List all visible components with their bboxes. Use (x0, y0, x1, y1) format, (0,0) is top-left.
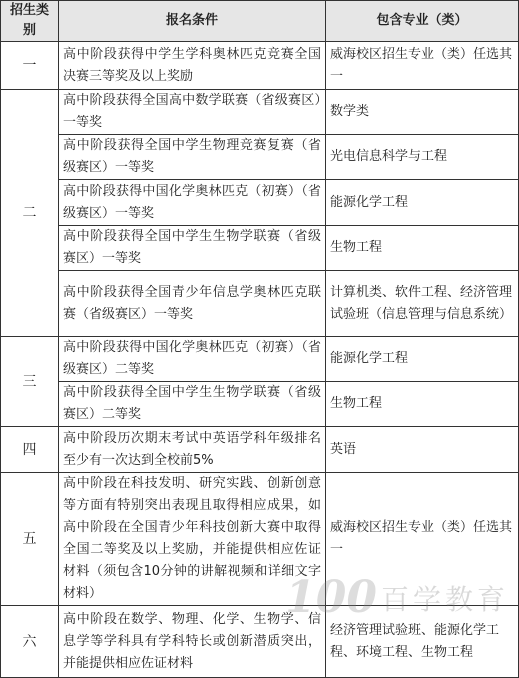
header-row (1, 1, 519, 42)
major-cell: 计算机类、软件工程、经济管理试验班（信息管理与信息系统） (326, 271, 519, 337)
category-cell: 三 (1, 337, 59, 427)
watermark-text: 百学教育 (380, 582, 509, 616)
table-row (1, 337, 519, 382)
condition-cell: 高中阶段获得全国中学生生物学联赛（省级赛区）一等奖 (59, 226, 326, 271)
condition-cell: 高中阶段在科技发明、研究实践、创新创意等方面有特别突出表现且取得相应成果，如高中阶段在全国青少年科技创新大赛中取得全国二等奖及以上奖励，并能提供相应佐证材料（须包含10分钟的讲解视频和详细文字材料） (59, 473, 326, 606)
category-cell: 六 (1, 606, 59, 678)
major-cell: 威海校区招生专业（类）任选其一 (326, 473, 519, 606)
category-cell: 四 (1, 427, 59, 473)
header-category: 招生类别 (1, 1, 59, 42)
major-cell: 光电信息科学与工程 (326, 135, 519, 180)
condition-cell: 高中阶段获得全国高中数学联赛（省级赛区）一等奖 (59, 90, 326, 135)
table-row (1, 473, 519, 606)
category-cell: 二 (1, 90, 59, 337)
watermark-number: 100 (285, 572, 377, 623)
table-row (1, 427, 519, 473)
table-row (1, 606, 519, 678)
condition-cell: 高中阶段获得全国中学生物理竞赛复赛（省级赛区）一等奖 (59, 135, 326, 180)
table-row (1, 180, 519, 226)
major-cell: 经济管理试验班、能源化学工程、环境工程、生物工程 (326, 606, 519, 678)
condition-cell: 高中阶段获得全国青少年信息学奥林匹克联赛（省级赛区）一等奖 (59, 271, 326, 337)
category-cell: 五 (1, 473, 59, 606)
table-row (1, 42, 519, 90)
category-cell: 一 (1, 42, 59, 90)
major-cell: 能源化学工程 (326, 337, 519, 382)
table-row (1, 226, 519, 271)
major-cell: 数学类 (326, 90, 519, 135)
condition-cell: 高中阶段在数学、物理、化学、生物学、信息学等学科具有学科特长或创新潜质突出，并能提供相应佐证材料 (59, 606, 326, 678)
table-row (1, 90, 519, 135)
major-cell: 生物工程 (326, 382, 519, 427)
major-cell: 威海校区招生专业（类）任选其一 (326, 42, 519, 90)
table-row (1, 271, 519, 337)
major-cell: 能源化学工程 (326, 180, 519, 226)
condition-cell: 高中阶段获得全国中学生生物学联赛（省级赛区）二等奖 (59, 382, 326, 427)
header-majors: 包含专业（类） (326, 1, 519, 42)
table-row (1, 135, 519, 180)
condition-cell: 高中阶段获得中国化学奥林匹克（初赛）（省级赛区）一等奖 (59, 180, 326, 226)
table-row (1, 382, 519, 427)
condition-cell: 高中阶段历次期末考试中英语学科年级排名至少有一次达到全校前5% (59, 427, 326, 473)
condition-cell: 高中阶段获得中国化学奥林匹克（初赛）（省级赛区）二等奖 (59, 337, 326, 382)
major-cell: 英语 (326, 427, 519, 473)
condition-cell: 高中阶段获得中学生学科奥林匹克竞赛全国决赛三等奖及以上奖励 (59, 42, 326, 90)
major-cell: 生物工程 (326, 226, 519, 271)
header-conditions: 报名条件 (59, 1, 326, 42)
